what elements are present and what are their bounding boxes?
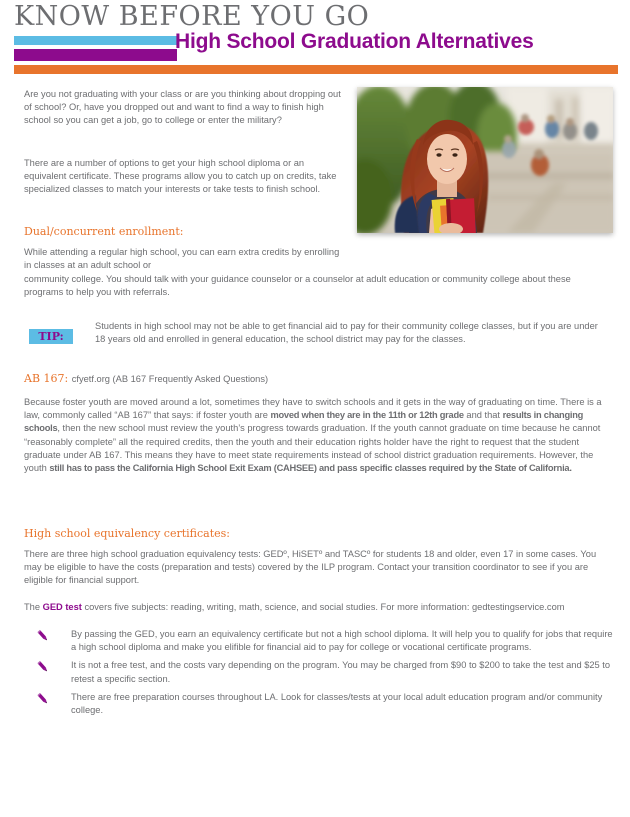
page-eyebrow-title: KNOW BEFORE YOU GO [14, 1, 370, 32]
list-item-text: By passing the GED, you earn an equivalency certificate but not a high school diploma. It will help you to qualify for jobs that require a high school diploma and make you elifible for financial aid to pay for college or vocational certificate programs. [71, 629, 613, 653]
section-heading-dual-enrollment: Dual/concurrent enrollment: [24, 225, 184, 238]
ab167-bold-3: still has to pass the California High School Exit Exam (CAHSEE) and pass specific classes required by the State of California. [49, 463, 572, 474]
ab167-heading-rest: cfyetf.org (AB 167 Frequently Asked Questions) [71, 374, 269, 384]
ged-test-highlight: GED test [42, 602, 82, 612]
header-bar-orange [14, 65, 618, 74]
ab167-text-3: , then the new school must review the youth’s progress towards graduation. If the youth cannot graduate on time because he cannot “reasonably complete” all the required credits, then the youth and their education rights holder have the right to request that the student graduate under AB 167. This means they have to meet state requirements instead of school district graduation requirements. However, the youth [24, 423, 601, 474]
ab167-bold-1: moved when they are in the 11th or 12th grade [270, 410, 464, 421]
dual-enrollment-body-top: While attending a regular high school, you can earn extra credits by enrolling in classes at an adult school or [24, 247, 340, 271]
list-item-text: There are free preparation courses throughout LA. Look for classes/tests at your local adult education program and/or community college. [71, 691, 603, 716]
list-item [34, 659, 614, 685]
ged-bullet-list [34, 628, 614, 722]
ged-pre: The [24, 602, 43, 612]
section-heading-equivalency: High school equivalency certificates: [24, 527, 230, 540]
pencil-icon [36, 692, 50, 706]
page-title: High School Graduation Alternatives [175, 30, 534, 53]
ab167-text-1: Because foster youth are moved around a lot, sometimes they have to switch schools and it gets in the way of graduating on time. There is a law, commonly called “AB 167” that says: if foster youth are [24, 397, 602, 421]
pencil-icon [36, 629, 50, 643]
list-item-text: It is not a free test, and the costs vary depending on the program. You may be charged from $90 to $200 to take the test and $25 to retest a specific section. [71, 660, 611, 684]
masthead [14, 2, 618, 32]
equivalency-paragraph: There are three high school graduation equivalency tests: GEDº, HiSETº and TASCº for students 18 and older, even 17 in some cases. You may be eligible to have the costs (preparation and tests) covered by the ILP program. Contact your transition coordinator to see if you are eligible for financial support. [24, 549, 597, 586]
section-heading-ab167 [24, 372, 268, 386]
pencil-icon [36, 660, 50, 674]
ab167-bold-2: results in changing schools [24, 410, 584, 434]
ged-post: covers five subjects: reading, writing, math, science, and social studies. For more information: gedtestingservice.com [81, 602, 565, 612]
student-photo [357, 87, 613, 233]
header-bar-blue [14, 36, 177, 45]
header-bar-purple [14, 49, 177, 61]
list-item [34, 628, 614, 654]
student-photo-graphic [357, 87, 613, 233]
tip-badge: TIP: [29, 329, 73, 344]
dual-enrollment-body-rest: community college. You should talk with your guidance counselor or a counselor at adult education or community college about these programs to help you with referrals. [24, 274, 571, 298]
ged-test-paragraph [24, 601, 612, 614]
ab167-paragraph [24, 396, 612, 475]
footer [0, 750, 630, 817]
ab167-label: AB 167: [24, 372, 69, 385]
list-item [34, 691, 614, 717]
tip-text: Students in high school may not be able to get financial aid to pay for their community college classes, but if you are under 18 years old and enrolled in general education, the school district may pay for the classes. [95, 321, 598, 345]
intro-paragraph-1: Are you not graduating with your class or are you thinking about dropping out of school? Or, have you dropped out and want to find a way to finish high school so you can get a job, go to college or enter the military? [24, 89, 341, 126]
intro-paragraph-2: There are a number of options to get your high school diploma or an equivalent certificate. These programs allow you to catch up on credits, take specialized classes to match your interests or take tests to finish school. [24, 158, 337, 195]
ab167-text-2: and that [463, 410, 503, 421]
